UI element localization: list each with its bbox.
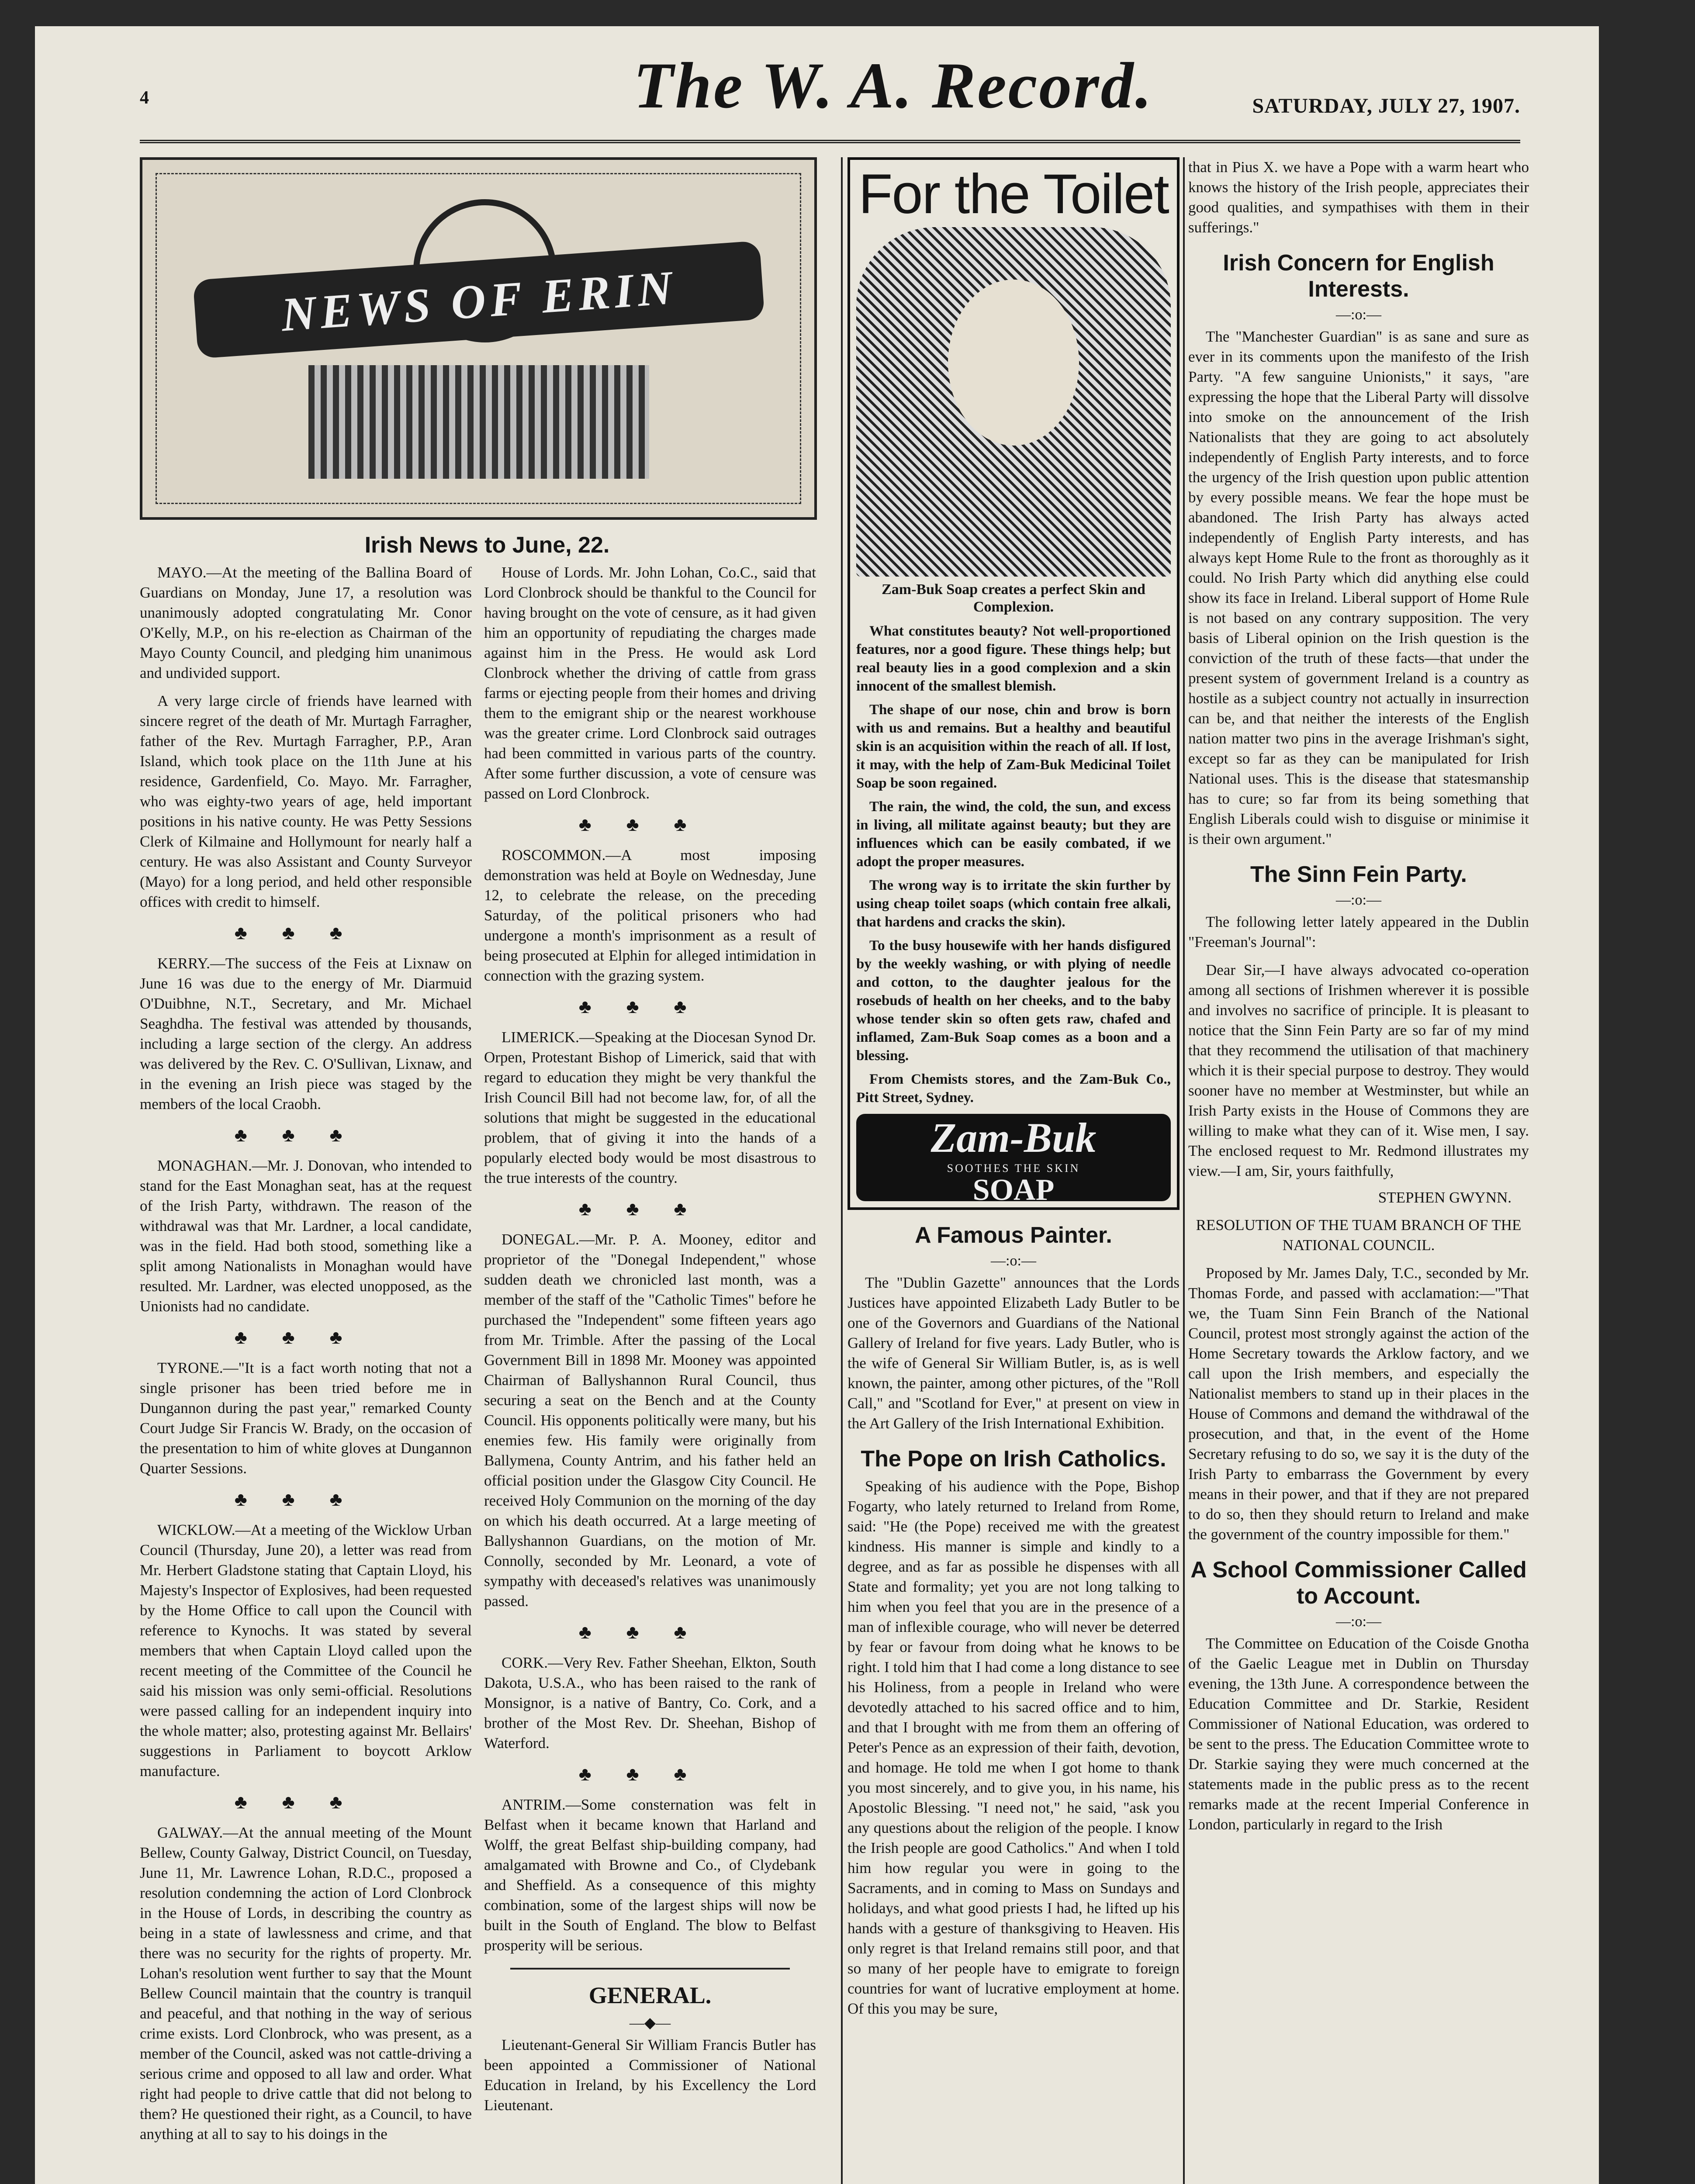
banner-ribbon-text: NEWS OF ERIN <box>279 260 678 342</box>
sinn-fein-intro: The following letter lately appeared in the Dublin "Freeman's Journal": <box>1188 913 1529 950</box>
issue-date: SATURDAY, JULY 27, 1907. <box>1252 94 1520 117</box>
ornament-separator: —:o:— <box>1336 892 1381 908</box>
castle-illustration-icon <box>308 365 649 479</box>
advert-title: For the Toilet <box>858 163 1169 225</box>
general-item: Lieutenant-General Sir William Francis Butler has been appointed a Commissioner of National Education in Ireland, by his Excellency the Lord Lieutenant. <box>484 2036 816 2114</box>
irish-news-right-column <box>484 563 816 2152</box>
pope-text-continued: that in Pius X. we have a Pope with a warm heart who knows the history of the Irish people, appreciates their good qualities, and sympathises with them in their sufferings." <box>1188 159 1529 236</box>
club-separator-icon: ♣♣♣ <box>234 922 377 943</box>
club-separator-icon: ♣♣♣ <box>578 1198 722 1220</box>
club-separator-icon: ♣♣♣ <box>234 1489 377 1510</box>
irish-news-left-column <box>140 563 472 2152</box>
masthead <box>140 44 1520 143</box>
section-divider <box>510 1968 790 1970</box>
news-item-donegal: DONEGAL.—Mr. P. A. Mooney, editor and proprietor of the "Donegal Independent," whose sudden death we chronicled last month, was a member of the staff of the "Catholic Times" before he purchased the "Independent" some fifteen years ago from Mr. Trimble. After the passing of the Local Government Bill in 1898 Mr. Mooney was appointed Chairman of Ballyshannon Rural Council, thus securing a seat on the Bench and at the County Council. His opponents politically were many, but his enemies few. His family were originally from Ballymena, County Antrim, and his father held an official position under the Glasgow City Council. He received Holy Communion on the morning of the day on which his death occurred. At a large meeting of Ballyshannon Guardians, on the motion of Mr. Connolly, seconded by Mr. Leonard, a vote of sympathy with deceased's relatives was unanimously passed. <box>484 1231 816 1610</box>
news-item-monaghan: MONAGHAN.—Mr. J. Donovan, who intended to stand for the East Monaghan seat, has at the request of the Irish Party, withdrawn. The reason of the withdrawal was that Mr. Lardner, a local candidate, was in the field. Had both stood, something like a split among Nationalists in Monaghan would have resulted. Mr. Lardner, was elected unopposed, as the Unionists had no candidate. <box>140 1157 472 1315</box>
irish-concern-text: The "Manchester Guardian" is as sane and sure as ever in its comments upon the manifesto of the Irish Party. "A few sanguine Unionists," it says, "are expressing the hope that the Liberal Party will dissolve into smoke on the announcement of the Irish Nationalists that they are going to act absolutely independently of English Party interests, and to force the urgency of the Irish question upon public attention by every possible means. We fear the hope must be abandoned. The Irish Party has always acted independently of English Party interests, and has always kept Home Rule to the front as thoroughly as it could. No Irish Party which did anything else could show its face in Ireland. Liberal support of Home Rule is not based on any contrary supposition. The very basis of Liberal opinion on the Irish question is the conviction of the truth of these facts—that under the present system of government Ireland is a country as hostile as a subject country not actually in insurrection can be, and that neither the interests of the English nation matter two pins in the average Irishman's sight, except so far as they can be manipulated for Irish National uses. This is the disease that statesmanship has to cure; so far from its being something that English Liberals could wish to disguise or minimise it is their own argument." <box>1188 328 1529 847</box>
advert-paragraph: To the busy housewife with her hands disfigured by the weekly washing, or with plying of needle and cotton, to the daughter jealous for the rosebuds of health on her cheeks, and to the baby whose tender skin so often gets raw, chafed and inflamed, Zam-Buk Soap comes as a boon and a blessing. <box>856 938 1171 1064</box>
advert-paragraph: The shape of our nose, chin and brow is born with us and remains. But a healthy and beautiful skin is an acquisition within the reach of all. If lost, it may, with the help of Zam-Buk Medicinal Toilet Soap be soon regained. <box>856 702 1171 791</box>
pope-text: Speaking of his audience with the Pope, Bishop Fogarty, who lately returned to Ireland from Rome, said: "He (the Pope) received me with the greatest kindness. His manner is simple and kindly to a degree, and as far as possible he dispenses with all State and formality; yet you are not long talking to him when you feel that you are in the presence of a man of inflexible courage, who will never be deterred by fear or favour from doing what he knows to be right. I told him that I had come a long distance to see his Holiness, from a people in Ireland who were devotedly attached to his sacred office and to him, and that I brought with me from them an offering of Peter's Pence as an expression of their faith, devotion, and homage. He told me when I got home to thank you most sincerely, and to give you, in his name, his Apostolic Blessing. "I need not," he said, "ask you any questions about the religion of the people. I know the Irish people are good Catholics." And when I told him how regular you were in going to the Sacraments, and in coming to Mass on Sundays and holidays, and what good priests I had, he lifted up his hands with a gesture of thanksgiving to Heaven. His only regret is that Ireland remains still poor, and that so many of her people have to emigrate to foreign countries for want of lucrative employment at home. Of this you may be sure, <box>848 1478 1180 2017</box>
irish-news-columns <box>140 563 834 2152</box>
irish-news-heading: Irish News to June, 22. <box>364 532 610 558</box>
logo-brand: Zam-Buk <box>931 1114 1097 1161</box>
news-item-kerry: KERRY.—The success of the Feis at Lixnaw on June 16 was due to the energy of Mr. Diarmuid O'Duibhne, N.T., Secretary, and Mr. Michael Seaghdha. The festival was attended by thousands, including a large section of the clergy. An address was delivered by the Rev. C. O'Sullivan, Lixnaw, and in the evening an Irish piece was staged by the members of the local Craobh. <box>140 955 472 1113</box>
news-of-erin-banner <box>140 157 817 520</box>
ornament-separator: —:o:— <box>991 1253 1036 1269</box>
school-commissioner-heading: A School Commissioner Called to Account. <box>1190 1557 1527 1609</box>
club-separator-icon: ♣♣♣ <box>578 1621 722 1643</box>
sinn-fein-letter: Dear Sir,—I have always advocated co-operation among all sections of Irishmen wherever it is possible and involves no sacrifice of principle. It is pleasant to notice that the Sinn Fein Party are so far of my mind that they recommend the utilisation of that machinery which it is their special purpose to destroy. They would sooner have no member at Westminster, but while an Irish Party exists in the House of Commons they are willing to make what they can of it. Wise men, I say. The enclosed request to Mr. Redmond illustrates my view.—I am, Sir, yours faithfully, <box>1188 961 1529 1179</box>
advert-paragraph: From Chemists stores, and the Zam-Buk Co., Pitt Street, Sydney. <box>856 1071 1171 1106</box>
portrait-face-icon <box>948 280 1079 446</box>
news-item-mayo-farragher: A very large circle of friends have learned with sincere regret of the death of Mr. Murtagh Farragher, father of the Rev. Murtagh Farragher, P.P., Aran Island, which took place on the 11th June at his residence, Gardenfield, Co. Mayo. Mr. Farragher, who was eighty-two years of age, held important positions in his native county. He was Petty Sessions Clerk of Kilmaine and Hollymount for nearly half a century. He was also Assistant and County Surveyor (Mayo) for a long period, and held other responsible offices with credit to himself. <box>140 692 472 910</box>
resolution-text: Proposed by Mr. James Daly, T.C., seconded by Mr. Thomas Forde, and passed with acclamation:—"That we, the Tuam Sinn Fein Branch of the National Council, protest most strongly against the action of the Home Secretary towards the Arklow factory, and we call upon the Irish members, and especially the Nationalist members to stand up in their places in the House of Commons and demand the withdrawal of the prosecution, and that, in the event of the Home Secretary refusing to do so, we say it is the duty of the Irish Party to embarrass the Government by every means in their power, and that if they are not prepared to do so, then they should return to Ireland and make the government of the country impossible for them." <box>1188 1265 1529 1543</box>
ornament-separator: —:o:— <box>1336 307 1381 323</box>
letter-signature: STEPHEN GWYNN. <box>1378 1189 1512 1206</box>
news-item-mayo: MAYO.—At the meeting of the Ballina Board of Guardians on Monday, June 17, a resolution was unanimously adopted congratulating Mr. Conor O'Kelly, M.P., on his re-election as Chairman of the Mayo County Council, and pledging him unanimous and undivided support. <box>140 564 472 681</box>
news-item-wicklow: WICKLOW.—At a meeting of the Wicklow Urban Council (Thursday, June 20), a letter was read from Mr. Herbert Gladstone stating that Captain Lloyd, his Majesty's Inspector of Explosives, had been requested by the Home Office to call upon the Council with reference to Kynochs. It was stated by several members that when Captain Lloyd called upon the recent meeting of the Committee of the Council he said his mission was only semi-official. Resolutions were passed calling for an independent inquiry into the whole matter; also, protesting against Mr. Bellairs' suggestions in Parliament to boycott Arklow manufacture. <box>140 1521 472 1780</box>
news-item-antrim: ANTRIM.—Some consternation was felt in Belfast when it became known that Harland and Wolff, the great Belfast ship-building company, had amalgamated with Browne and Co., of Clydebank and Sheffield. As a consequence of this mighty combination, some of the largest ships will now be built in the South of England. The blow to Belfast prosperity will be serious. <box>484 1796 816 1954</box>
zam-buk-logo <box>856 1114 1171 1207</box>
column-rule <box>1183 157 1185 2184</box>
news-item-limerick: LIMERICK.—Speaking at the Diocesan Synod Dr. Orpen, Protestant Bishop of Limerick, said that with regard to education they might be very thankful the Irish Council Bill had not become law, for, of all the solutions that might be suggested in the educational problem, that of giving it into the hands of a popularly elected body would be most disastrous to the true interests of the country. <box>484 1029 816 1186</box>
advert-paragraph: What constitutes beauty? Not well-proportioned features, nor a good figure. These things help; but real beauty lies in a good complexion and a skin innocent of the smallest blemish. <box>856 623 1171 694</box>
club-separator-icon: ♣♣♣ <box>234 1327 377 1348</box>
news-item-roscommon: ROSCOMMON.—A most imposing demonstration was held at Boyle on Wednesday, June 12, to celebrate the release, on the preceding Saturday, of the political prisoners who had undergone a month's imprisonment as a result of being prosecuted at Elphin for alleged intimidation in connection with the grazing system. <box>484 847 816 984</box>
club-separator-icon: ♣♣♣ <box>578 814 722 835</box>
news-item-galway-continued: House of Lords. Mr. John Lohan, Co.C., said that Lord Clonbrock should be thankful to the Council for having brought on the vote of censure, as it had given him an opportunity of repudiating the charges made against him in the Press. He would ask Lord Clonbrock whether the driving of cattle from grass farms or ejecting people from their homes and driving them to the emigrant ship or the nearest workhouse was the greater crime. Lord Clonbrock said outrages had been committed in various parts of the country. After some further discussion, a vote of censure was passed on Lord Clonbrock. <box>484 564 816 802</box>
general-heading: GENERAL. <box>588 1982 712 2008</box>
irish-concern-heading: Irish Concern for English Interests. <box>1223 250 1494 302</box>
advert-caption: Zam-Buk Soap creates a perfect Skin and Complexion. <box>882 581 1145 615</box>
page-number: 4 <box>140 88 149 108</box>
ornament-separator: —:o:— <box>1336 1614 1381 1630</box>
news-item-cork: CORK.—Very Rev. Father Sheehan, Elkton, South Dakota, U.S.A., who has been raised to the rank of Monsignor, is a native of Bantry, Co. Cork, and a brother of the Most Rev. Dr. Sheehan, Bishop of Waterford. <box>484 1654 816 1752</box>
school-commissioner-text: The Committee on Education of the Coisde Gnotha of the Gaelic League met in Dublin on Thursday evening, the 13th June. A correspondence between the Education Committee and Dr. Starkie, Resident Commissioner of National Education, was ordered to be sent to the press. The Education Committee wrote to Dr. Starkie saying they were much concerned at the statements made in the public press as to the recent remarks made at the recent Imperial Conference in London, particularly in regard to the Irish <box>1188 1635 1529 1833</box>
advert-paragraph: The rain, the wind, the cold, the sun, and excess in living, all militate against beauty; but they are influences which can be easily combated, if we adopt the proper measures. <box>856 799 1171 870</box>
famous-painter-text: The "Dublin Gazette" announces that the Lords Justices have appointed Elizabeth Lady Butler to be one of the Governors and Guardians of the National Gallery of Ireland for five years. Lady Butler, who is the wife of General Sir William Butler, is, as is well known, the painter, among other pictures, of the "Roll Call," and "Scotland for Ever," at present on view in the Art Gallery of the Irish International Exhibition. <box>848 1274 1180 1432</box>
column-rule <box>841 157 843 2184</box>
right-column <box>1188 157 1529 1842</box>
newspaper-title: The W. A. Record. <box>633 49 1154 122</box>
logo-soap: SOAP <box>972 1173 1055 1207</box>
middle-column <box>848 157 1180 2027</box>
news-item-galway: GALWAY.—At the annual meeting of the Mount Bellew, County Galway, District Council, on Tuesday, June 11, Mr. Lawrence Lohan, R.D.C., proposed a resolution condemning the action of Lord Clonbrock in the House of Lords, in describing the country as being in a state of lawlessness and crime, and that there was no security for the rights of property. Mr. Lohan's resolution went further to say that the Mount Bellew Council maintain that the country is tranquil and peaceful, and that nothing in the way of serious crime exists. Lord Clonbrock, who was present, as a member of the Council, asked was not cattle-driving a serious crime and opposed to all law and order. What right had people to drive cattle that did not belong to them? He questioned their right, as a Council, to have anything at all to say to his doings in the <box>140 1824 472 2143</box>
ornament-separator: —◆— <box>629 2015 671 2031</box>
advert-illustration-icon <box>856 227 1171 577</box>
sinn-fein-heading: The Sinn Fein Party. <box>1250 862 1467 887</box>
club-separator-icon: ♣♣♣ <box>234 1791 377 1813</box>
advert-paragraph: The wrong way is to irritate the skin further by using cheap toilet soaps (which contain free alkali, that hardens and cracks the skin). <box>856 878 1171 930</box>
zam-buk-advert <box>848 157 1180 1210</box>
club-separator-icon: ♣♣♣ <box>234 1124 377 1146</box>
news-item-tyrone: TYRONE.—"It is a fact worth noting that not a single prisoner has been tried before me in Dungannon during the past year," remarked County Court Judge Sir Francis W. Brady, on the occasion of the presentation to him of white gloves at Dungannon Quarter Sessions. <box>140 1359 472 1477</box>
club-separator-icon: ♣♣♣ <box>578 1763 722 1785</box>
club-separator-icon: ♣♣♣ <box>578 996 722 1017</box>
logo-tagline: SOOTHES THE SKIN <box>947 1162 1080 1175</box>
irish-news-section <box>140 157 834 2152</box>
famous-painter-heading: A Famous Painter. <box>915 1223 1112 1248</box>
pope-heading: The Pope on Irish Catholics. <box>861 1446 1166 1472</box>
resolution-heading: RESOLUTION OF THE TUAM BRANCH OF THE NATIONAL COUNCIL. <box>1196 1216 1522 1254</box>
newspaper-page <box>35 26 1599 2184</box>
